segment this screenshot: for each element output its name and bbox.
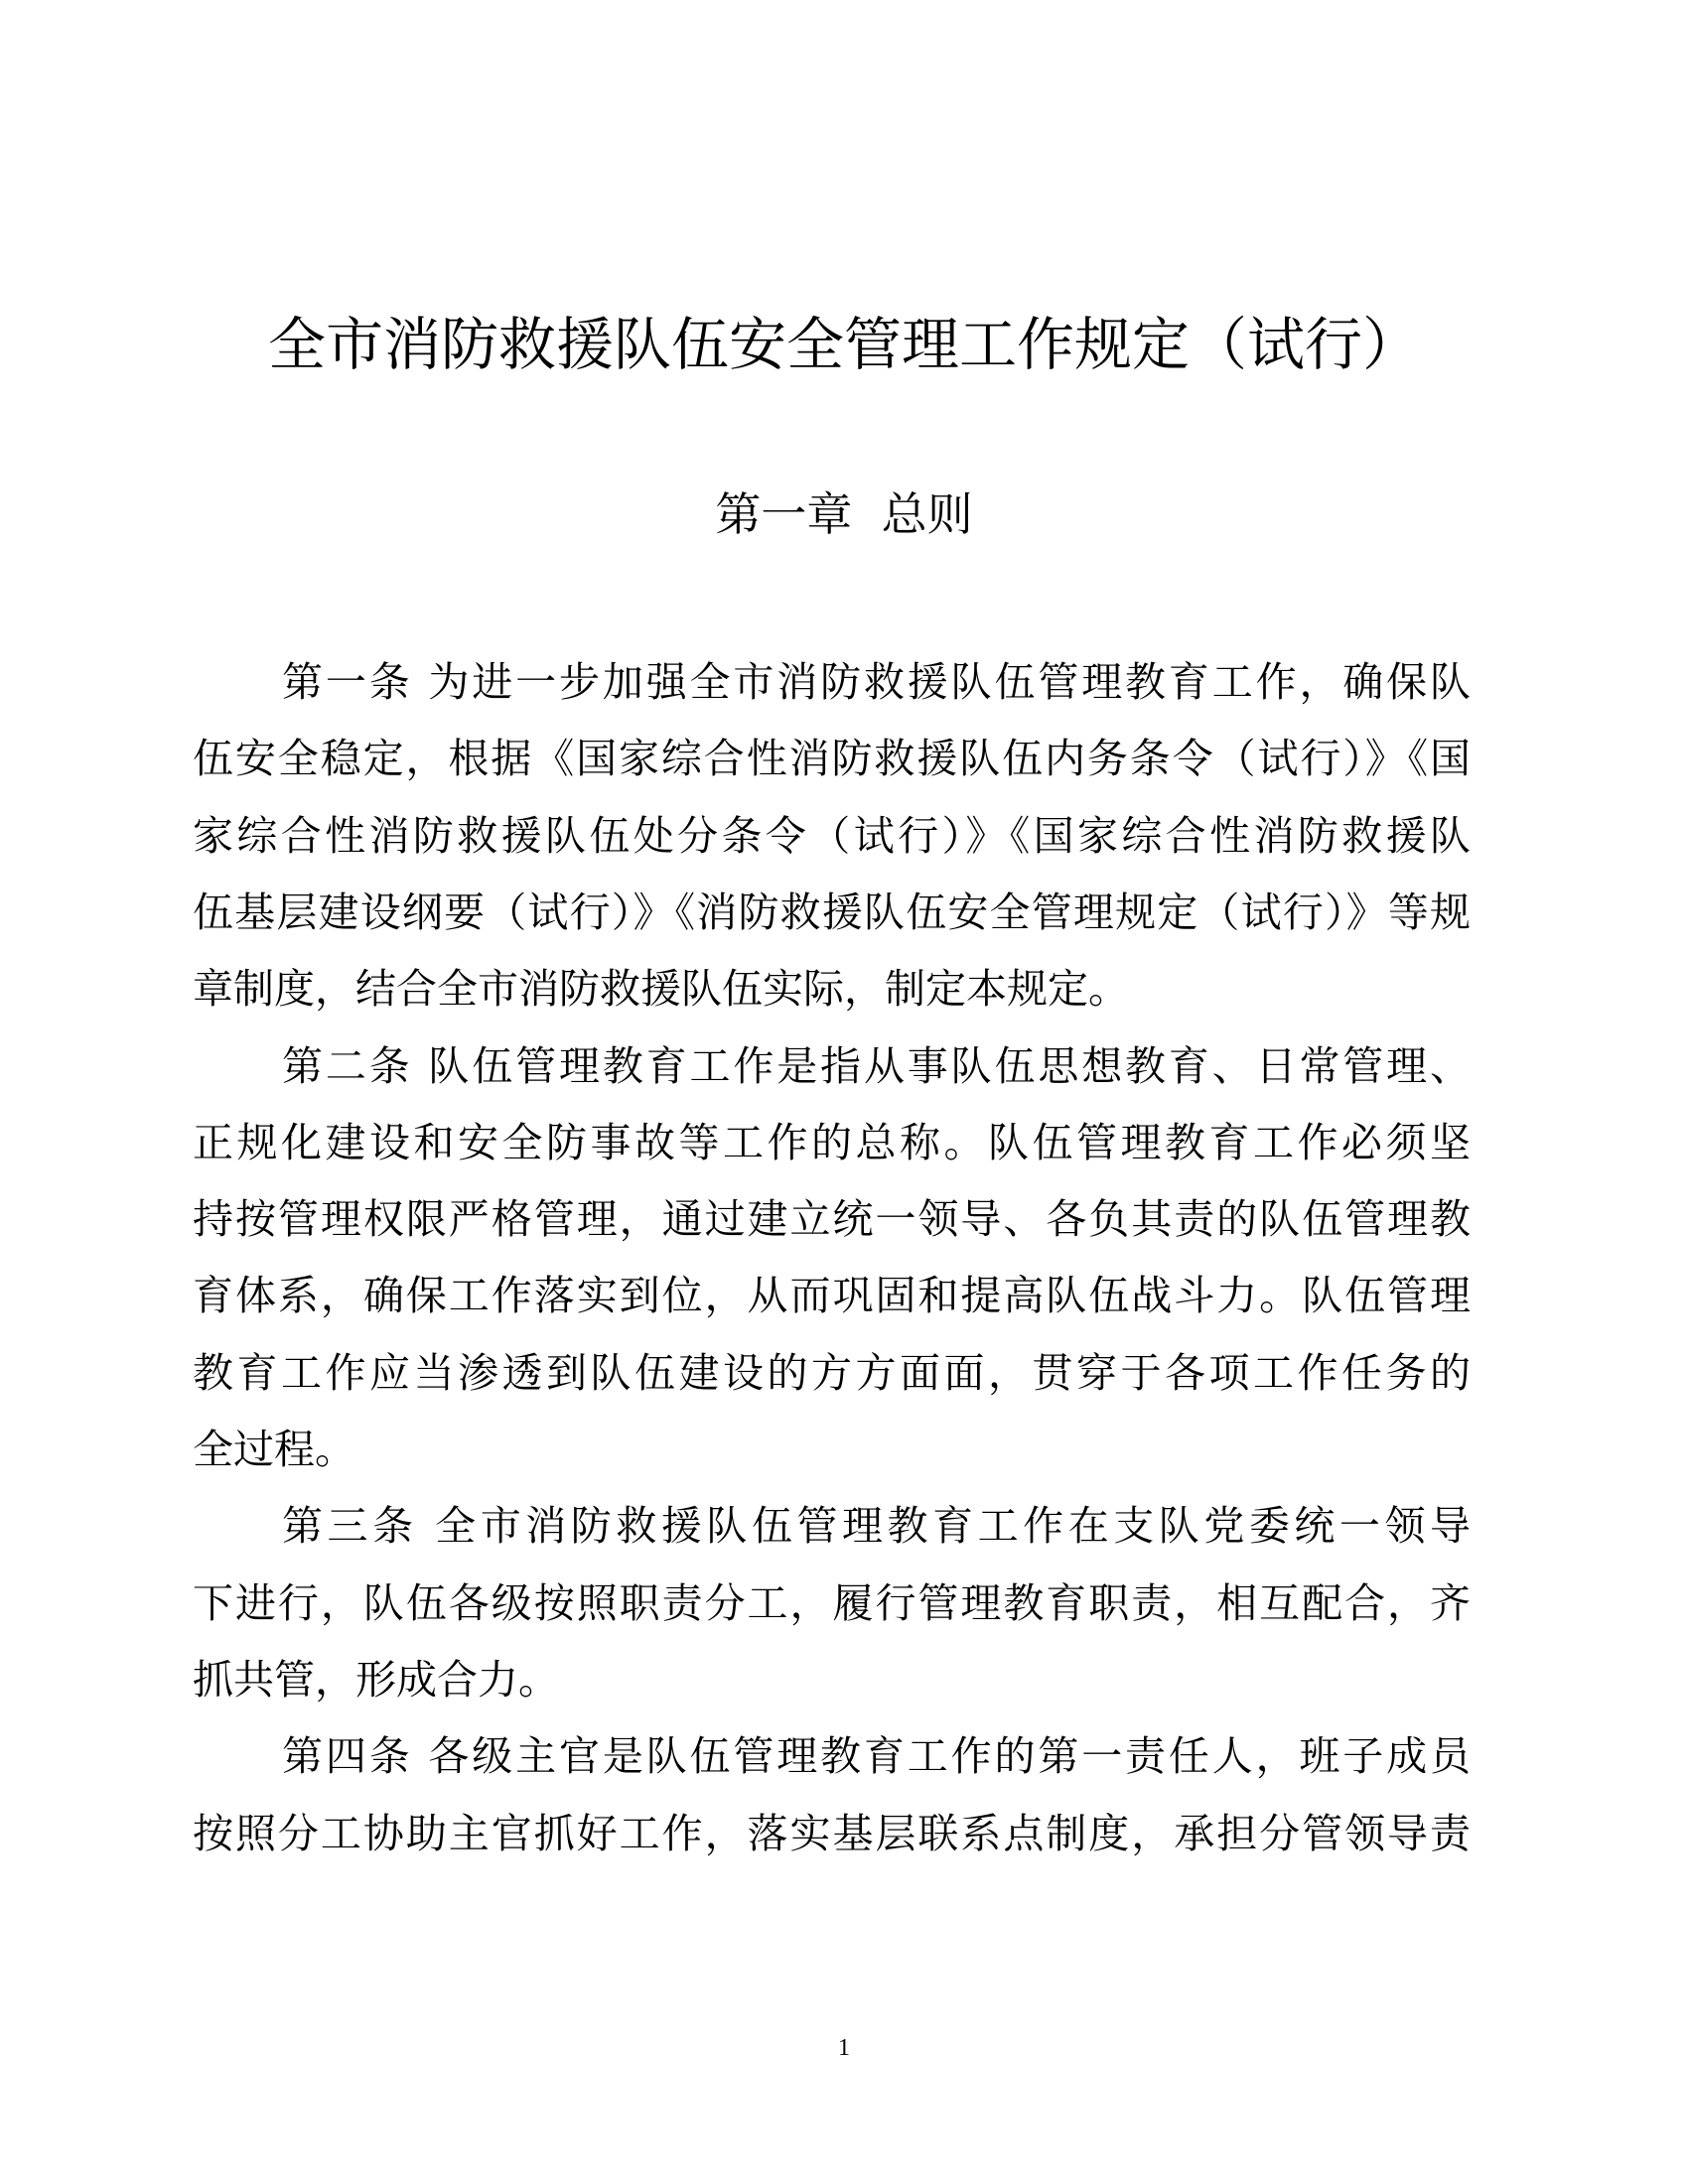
document-title: 全市消防救援队伍安全管理工作规定（试行） xyxy=(267,311,1420,378)
text-line: 持按管理权限严格管理，通过建立统一领导、各负其责的队伍管理教 xyxy=(193,1195,1471,1244)
text-line: 家综合性消防救援队伍处分条令（试行）》《国家综合性消防救援队 xyxy=(193,811,1471,860)
text-line: 第二条 队伍管理教育工作是指从事队伍思想教育、日常管理、 xyxy=(282,1041,1471,1090)
text-line: 第三条 全市消防救援队伍管理教育工作在支队党委统一领导 xyxy=(282,1502,1471,1551)
text-line: 育体系，确保工作落实到位，从而巩固和提高队伍战斗力。队伍管理 xyxy=(193,1272,1471,1320)
page-number: 1 xyxy=(838,2035,850,2061)
chapter-heading: 第一章 总则 xyxy=(715,487,973,541)
text-line: 章制度，结合全市消防救援队伍实际，制定本规定。 xyxy=(193,965,1129,1014)
text-line: 正规化建设和安全防事故等工作的总称。队伍管理教育工作必须坚 xyxy=(193,1118,1471,1166)
text-line: 第一条 为进一步加强全市消防救援队伍管理教育工作，确保队 xyxy=(282,658,1471,706)
text-line: 第四条 各级主官是队伍管理教育工作的第一责任人，班子成员 xyxy=(282,1732,1471,1781)
text-line: 伍安全稳定，根据《国家综合性消防救援队伍内务条令（试行）》《国 xyxy=(193,735,1471,783)
text-line: 下进行，队伍各级按照职责分工，履行管理教育职责，相互配合，齐 xyxy=(193,1578,1471,1627)
text-line: 教育工作应当渗透到队伍建设的方方面面，贯穿于各项工作任务的 xyxy=(193,1348,1471,1397)
text-line: 抓共管，形成合力。 xyxy=(193,1655,559,1704)
text-line: 伍基层建设纲要（试行）》《消防救援队伍安全管理规定（试行）》等规 xyxy=(193,887,1471,936)
text-line: 全过程。 xyxy=(193,1426,355,1473)
text-line: 按照分工协助主官抓好工作，落实基层联系点制度，承担分管领导责 xyxy=(193,1809,1471,1857)
